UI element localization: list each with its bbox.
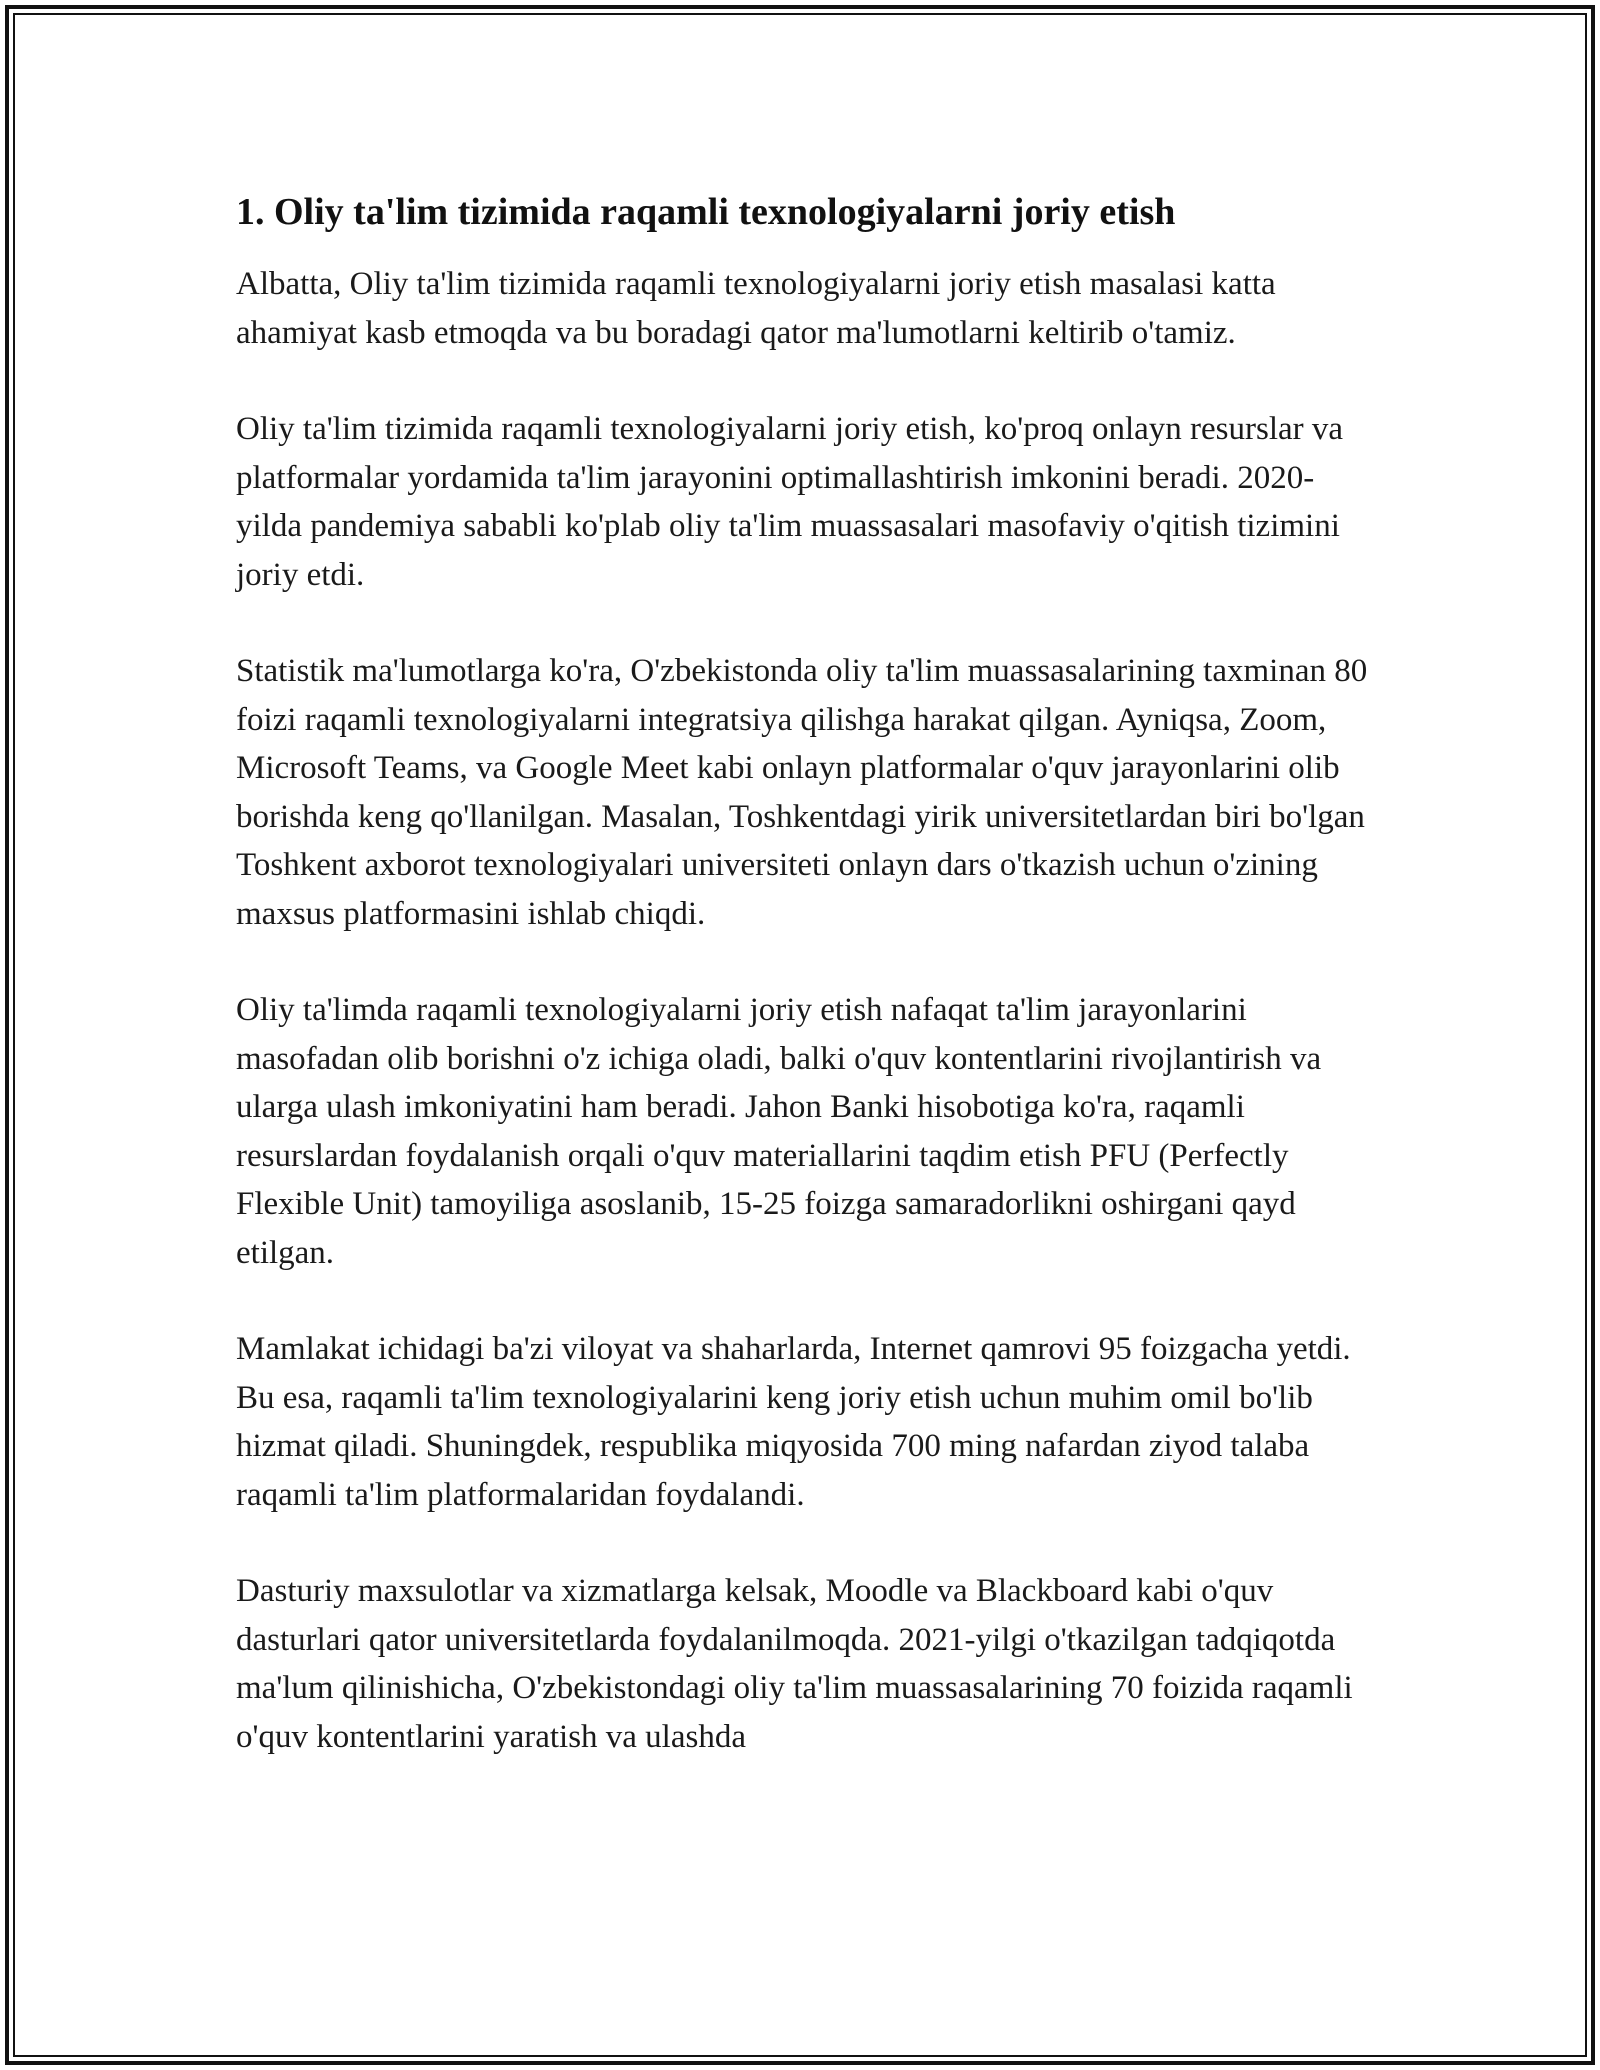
paragraph-world-bank: Oliy ta'limda raqamli texnologiyalarni joriy etish nafaqat ta'lim jarayonlarini masofadan olib borishni o'z ichiga oladi, balki o'quv kontentlarini rivojlantirish va ularga ulash imkoniyatini ham beradi. Jahon Banki hisobotiga ko'ra, raqamli resurslardan foydalanish orqali o'quv materiallarini taqdim etish PFU (Perfectly Flexible Unit) tamoyiliga asoslanib, 15-25 foizga samaradorlikni oshirgani qayd etilgan. — [236, 992, 1322, 1271]
paragraph-statistics: Statistik ma'lumotlarga ko'ra, O'zbekistonda oliy ta'lim muassasalarining taxminan 80 foizi raqamli texnologiyalarni integratsiya qilishga harakat qilgan. Ayniqsa, Zoom, Microsoft Teams, va Google Meet kabi onlayn platformalar o'quv jarayonlarini olib borishda keng qo'llanilgan. Masalan, Toshkentdagi yirik universitetlardan biri bo'lgan Toshkent axborot texnologiyalari universiteti onlayn dars o'tkazish uchun o'zining maxsus platformasini ishlab chiqdi. — [236, 653, 1368, 932]
section-heading: 1. Oliy ta'lim tizimida raqamli texnologiyalarni joriy etish — [236, 191, 1176, 233]
paragraph-software-products: Dasturiy maxsulotlar va xizmatlarga kelsak, Moodle va Blackboard kabi o'quv dasturlari qator universitetlarda foydalanilmoqda. 2021-yilgi o'tkazilgan tadqiqotda ma'lum qilinishicha, O'zbekistondagi oliy ta'lim muassasalarining 70 foizida raqamli o'quv kontentlarini yaratish va ulashda — [236, 1573, 1353, 1755]
paragraph-intro: Albatta, Oliy ta'lim tizimida raqamli texnologiyalarni joriy etish masalasi katta ahamiyat kasb etmoqda va bu boradagi qator ma'lumotlarni keltirib o'tamiz. — [236, 266, 1276, 351]
document-body — [236, 186, 1376, 1809]
paragraph-online-resources: Oliy ta'lim tizimida raqamli texnologiyalarni joriy etish, ko'proq onlayn resurslar va platformalar yordamida ta'lim jarayonini optimallashtirish imkonini beradi. 2020-yilda pandemiya sababli ko'plab oliy ta'lim muassasalari masofaviy o'qitish tizimini joriy etdi. — [236, 411, 1344, 593]
paragraph-internet-coverage: Mamlakat ichidagi ba'zi viloyat va shaharlarda, Internet qamrovi 95 foizgacha yetdi. Bu esa, raqamli ta'lim texnologiyalarini keng joriy etish uchun muhim omil bo'lib hizmat qiladi. Shuningdek, respublika miqyosida 700 ming nafardan ziyod talaba raqamli ta'lim platformalaridan foydalandi. — [236, 1331, 1351, 1513]
